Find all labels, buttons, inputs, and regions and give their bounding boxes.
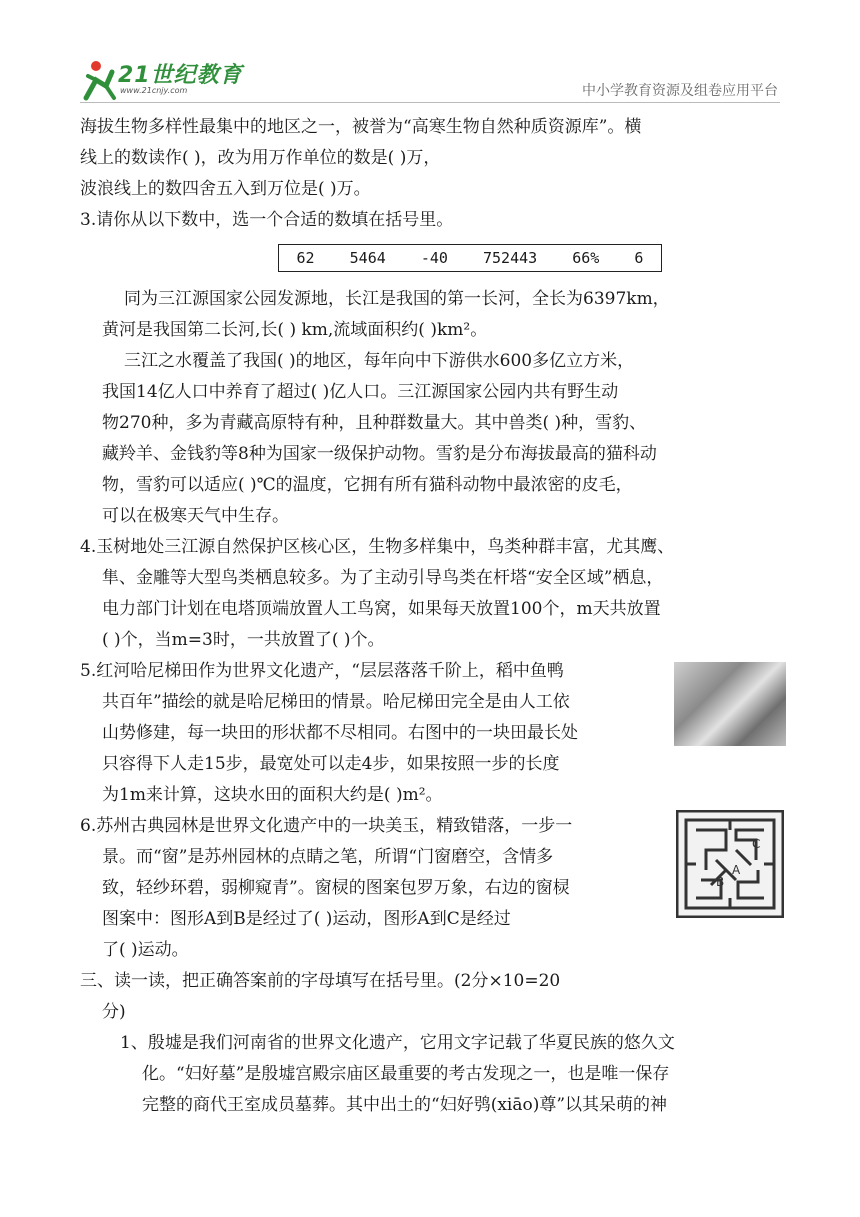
text-line: 可以在极寒天气中生存。 bbox=[102, 506, 289, 526]
text-line: ( )个，当m=3时，一共放置了( )个。 bbox=[102, 630, 385, 650]
number-option: 5464 bbox=[349, 249, 386, 267]
text-line: 为1m来计算，这块水田的面积大约是( )m²。 bbox=[102, 785, 443, 805]
logo-text: 21世纪教育 bbox=[118, 63, 243, 88]
question-5 bbox=[80, 656, 780, 811]
text-line: 同为三江源国家公园发源地，长江是我国的第一长河，全长为6397km， bbox=[124, 289, 670, 309]
platform-name: 中小学教育资源及组卷应用平台 bbox=[582, 83, 778, 99]
text-line: 线上的数读作( )，改为用万作单位的数是( )万， bbox=[80, 148, 441, 168]
text-line: 波浪线上的数四舍五入到万位是( )万。 bbox=[80, 179, 371, 199]
section-title: 三、读一读，把正确答案前的字母填写在括号里。(2分×10=20 bbox=[80, 971, 561, 991]
page-content bbox=[80, 112, 780, 1121]
text-line: 图案中：图形A到B是经过了( )运动，图形A到C是经过 bbox=[102, 909, 511, 929]
rice-terrace-image bbox=[674, 662, 786, 746]
text-line: 致，轻纱环碧，弱柳窥青”。窗棂的图案包罗万象，右边的窗棂 bbox=[102, 878, 570, 898]
text-line: 4.玉树地处三江源自然保护区核心区，生物多样集中，鸟类种群丰富，尤其鹰、 bbox=[80, 537, 675, 557]
question-2-continuation bbox=[80, 112, 780, 205]
window-lattice-image bbox=[676, 810, 784, 918]
lattice-label-c: C bbox=[752, 837, 761, 851]
number-option: 62 bbox=[296, 249, 315, 267]
section-3 bbox=[80, 966, 780, 1121]
question-4 bbox=[80, 532, 780, 656]
text-line: 三江之水覆盖了我国( )的地区，每年向中下游供水600多亿立方米， bbox=[124, 351, 635, 371]
number-choice-box bbox=[278, 244, 662, 272]
text-line: 山势修建，每一块田的形状都不尽相同。右图中的一块田最长处 bbox=[102, 723, 578, 743]
text-line: 物，雪豹可以适应( )℃的温度，它拥有所有猫科动物中最浓密的皮毛， bbox=[102, 475, 633, 495]
text-line: 物270种，多为青藏高原特有种，且种群数量大。其中兽类( )种，雪豹、 bbox=[102, 413, 647, 433]
number-option: 66% bbox=[572, 249, 600, 267]
text-line: 电力部门计划在电塔顶端放置人工鸟窝，如果每天放置100个，m天共放置 bbox=[102, 599, 661, 619]
text-line: 完整的商代王室成员墓葬。其中出土的“妇好鸮(xiāo)尊”以其呆萌的神 bbox=[142, 1095, 668, 1115]
text-line: 了( )运动。 bbox=[102, 940, 189, 960]
number-option: 6 bbox=[634, 249, 644, 267]
section-title-cont: 分) bbox=[102, 1002, 126, 1022]
text-line: 隼、金雕等大型鸟类栖息较多。为了主动引导鸟类在杆塔“安全区域”栖息， bbox=[102, 568, 664, 588]
text-line: 1、殷墟是我们河南省的世界文化遗产，它用文字记载了华夏民族的悠久文 bbox=[120, 1033, 675, 1053]
lattice-label-b: B bbox=[716, 875, 725, 889]
page-header bbox=[0, 0, 860, 112]
number-option: -40 bbox=[420, 249, 448, 267]
logo-url: www.21cnjy.com bbox=[120, 86, 188, 95]
text-line: 6.苏州古典园林是世界文化遗产中的一块美玉，精致错落，一步一 bbox=[80, 816, 573, 836]
question-3 bbox=[80, 205, 780, 532]
text-line: 化。“妇好墓”是殷墟宫殿宗庙区最重要的考古发现之一，也是唯一保存 bbox=[142, 1064, 670, 1084]
number-option: 752443 bbox=[483, 249, 538, 267]
text-line: 5.红河哈尼梯田作为世界文化遗产，“层层落落千阶上，稻中鱼鸭 bbox=[80, 661, 564, 681]
text-line: 黄河是我国第二长河,长( ) km,流域面积约( )km²。 bbox=[102, 320, 488, 340]
text-line: 藏羚羊、金钱豹等8种为国家一级保护动物。雪豹是分布海拔最高的猫科动 bbox=[102, 444, 657, 464]
lattice-label-a: A bbox=[732, 863, 741, 877]
text-line: 景。而“窗”是苏州园林的点睛之笔，所谓“门窗磨空，含情多 bbox=[102, 847, 554, 867]
header-divider bbox=[80, 102, 780, 103]
question-6 bbox=[80, 811, 780, 966]
question-title: 3.请你从以下数中，选一个合适的数填在括号里。 bbox=[80, 210, 454, 230]
text-line: 我国14亿人口中养育了超过( )亿人口。三江源国家公园内共有野生动 bbox=[102, 382, 619, 402]
text-line: 海拔生物多样性最集中的地区之一，被誉为“高寒生物自然种质资源库”。横 bbox=[80, 117, 642, 137]
text-line: 只容得下人走15步，最宽处可以走4步，如果按照一步的长度 bbox=[102, 754, 560, 774]
text-line: 共百年”描绘的就是哈尼梯田的情景。哈尼梯田完全是由人工依 bbox=[102, 692, 570, 712]
